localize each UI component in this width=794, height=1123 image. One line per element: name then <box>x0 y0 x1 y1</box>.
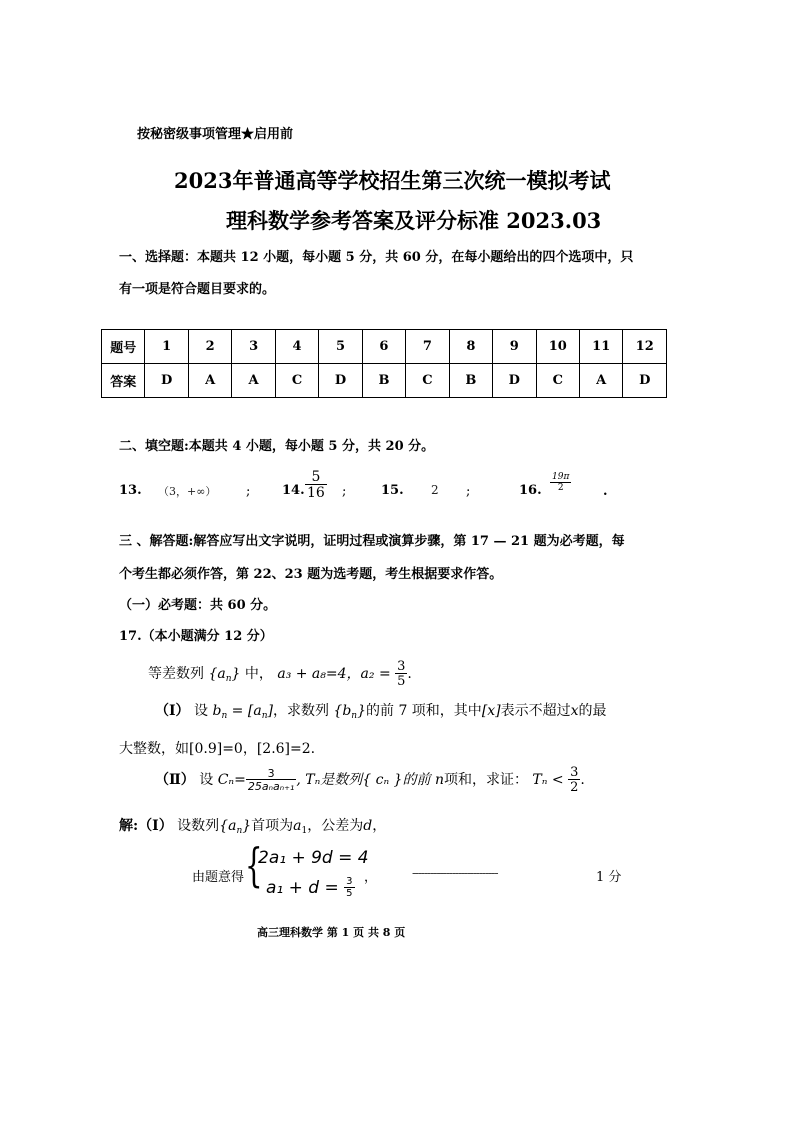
table-cell: 8 <box>449 330 492 364</box>
solution-text-d: ， <box>372 818 387 834</box>
part2-text-a: 设 <box>199 772 214 788</box>
table-row <box>102 364 667 398</box>
table-cell: A <box>188 364 231 398</box>
eq2-denominator: 5 <box>346 888 353 899</box>
stem-numerator: 3 <box>397 659 406 674</box>
q14-answer <box>305 470 327 500</box>
separator: ; <box>342 484 347 499</box>
part2-text: （Ⅱ） 设 Cₙ= $\frac{3}{\text{25aₙaₙ₊₁}}$ , Tₙ是数列{ cₙ }的前 n项和，求证： Tₙ < $\frac{3}{2}$ . <box>155 765 585 795</box>
separator: ; <box>246 484 251 499</box>
solution-text-b: 首项为 <box>251 818 294 834</box>
page-subtitle: 理科数学参考答案及评分标准 2023.03 <box>226 208 602 233</box>
solution-text-c: ，公差为 <box>307 818 364 834</box>
section1-heading-cont: 有一项是符合题目要求的。 <box>119 282 276 297</box>
equation-2-left: a₁ + d = <box>266 878 339 898</box>
table-cell: D <box>319 364 362 398</box>
table-cell: D <box>623 364 667 398</box>
brace-icon: { <box>245 838 263 892</box>
stem-denominator: 5 <box>397 674 406 689</box>
table-row <box>102 330 667 364</box>
table-cell: C <box>536 364 579 398</box>
table-cell: 12 <box>623 330 667 364</box>
part1-line2: 大整数，如[0.9]=0，[2.6]=2. <box>119 741 316 757</box>
table-cell: A <box>579 364 622 398</box>
q15-answer: 2 <box>431 483 439 497</box>
part1-text-d: 表示不超过 <box>500 703 571 719</box>
table-cell: D <box>145 364 188 398</box>
required-heading: （一）必考题：共 60 分。 <box>119 598 277 613</box>
problem-title: 17.（本小题满分 12 分） <box>119 629 273 644</box>
table-cell: B <box>362 364 405 398</box>
part1-text-c: 的前 7 项和，其中 <box>366 703 482 719</box>
answer-table <box>101 329 667 398</box>
table-cell: 9 <box>493 330 536 364</box>
part2-numerator: 3 <box>267 767 275 780</box>
q16-answer <box>550 473 571 493</box>
table-cell: 1 <box>145 330 188 364</box>
table-cell: 2 <box>188 330 231 364</box>
end-period: . <box>603 484 608 499</box>
table-cell: 6 <box>362 330 405 364</box>
stem-prefix: 等差数列 <box>148 666 204 682</box>
solution-line: 解:（Ⅰ） 设数列$\{a_n\}$首项为$a_1$，公差为d， <box>119 818 387 836</box>
solution-text-a: 设数列 <box>177 818 220 834</box>
table-cell: 7 <box>406 330 449 364</box>
table-cell: C <box>406 364 449 398</box>
part1-text-e: 的最 <box>578 703 607 719</box>
part2-inequality: Tₙ < <box>532 772 564 788</box>
system-label: 由题意得 <box>192 870 245 885</box>
part1-text: （Ⅰ） 设 $b_n = [a_n]$，求数列 $\{b_n\}$的前 7 项和，其中[x]表示不超过x的最 <box>155 703 607 721</box>
q15-label: 15. <box>381 483 404 498</box>
part2-rhs-denominator: 2 <box>570 780 579 795</box>
q13-label: 13. <box>119 483 142 498</box>
row-label: 答案 <box>102 364 145 398</box>
section1-heading: 一、选择题：本题共 12 小题，每小题 5 分，共 60 分，在每小题给出的四个选项中，只 <box>119 250 634 265</box>
part1-tag: （Ⅰ） <box>155 703 190 719</box>
part1-text-a: 设 <box>194 703 209 719</box>
table-cell: A <box>232 364 275 398</box>
part2-denominator: 25aₙaₙ₊₁ <box>247 780 295 793</box>
section2-heading: 二、填空题:本题共 4 小题，每小题 5 分，共 20 分。 <box>119 439 435 454</box>
table-cell: D <box>493 364 536 398</box>
score-leader: ---------------------------- <box>412 866 498 880</box>
table-cell: 3 <box>232 330 275 364</box>
eq2-numerator: 3 <box>346 876 353 887</box>
table-cell: 4 <box>275 330 318 364</box>
page-title: 2023年普通高等学校招生第三次统一模拟考试 <box>174 168 611 193</box>
solution-prefix: 解:（Ⅰ） <box>119 818 173 834</box>
q16-denominator: 2 <box>550 482 571 493</box>
part2-tag: （Ⅱ） <box>155 772 195 788</box>
table-cell: 5 <box>319 330 362 364</box>
part2-c-label: Cₙ= <box>217 772 246 788</box>
table-cell: 10 <box>536 330 579 364</box>
stem-mid: 中， <box>244 666 273 682</box>
q16-numerator: 19π <box>552 472 570 482</box>
equation-2 <box>266 877 355 899</box>
table-cell: 11 <box>579 330 622 364</box>
system-comma: ， <box>364 870 378 885</box>
secret-mark: 按秘密级事项管理★启用前 <box>137 127 294 142</box>
table-cell: C <box>275 364 318 398</box>
part2-text-c: 项和，求证： <box>443 772 528 788</box>
stem-condition: a₃ + a₈=4，a₂ = <box>277 666 391 682</box>
section3-heading: 三 、解答题:解答应写出文字说明，证明过程或演算步骤，第 17 — 21 题为必考题，每 <box>119 534 625 549</box>
section3-heading-cont: 个考生都必须作答，第 22、23 题为选考题，考生根据要求作答。 <box>119 567 503 582</box>
equation-1: 2a₁ + 9d = 4 <box>258 848 369 868</box>
part2-rhs-numerator: 3 <box>570 765 579 780</box>
problem-stem: 等差数列 $\{a_n\}$ 中， a₃ + a₈=4，a₂ = $\frac{3}{5}$ . <box>148 659 412 689</box>
table-cell: B <box>449 364 492 398</box>
part1-text-b: ，求数列 <box>272 703 329 719</box>
page-footer: 高三理科数学 第 1 页 共 8 页 <box>257 926 406 939</box>
q14-numerator: 5 <box>311 469 321 485</box>
row-label: 题号 <box>102 330 145 364</box>
q14-denominator: 16 <box>307 485 325 501</box>
part2-text-b: , Tₙ是数列{ cₙ }的前 <box>296 772 431 788</box>
q13-answer: （3，+∞） <box>158 485 217 498</box>
score-label: 1 分 <box>596 870 622 885</box>
separator: ; <box>466 484 471 499</box>
q16-label: 16. <box>519 483 542 498</box>
q14-label: 14. <box>282 483 305 498</box>
